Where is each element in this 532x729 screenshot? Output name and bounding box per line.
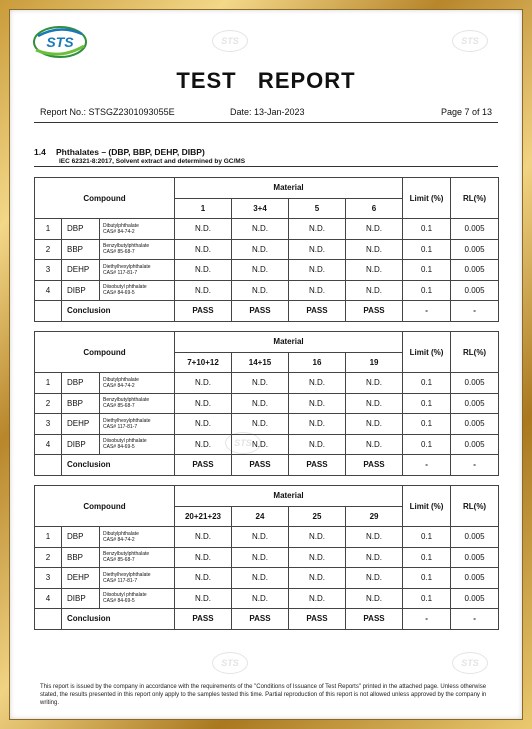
compound-code: DEHP xyxy=(62,414,100,435)
section-heading xyxy=(34,147,205,157)
table-row xyxy=(35,219,499,240)
limit-value: 0.1 xyxy=(403,280,451,301)
compound-name: Diisobutyl phthalate xyxy=(103,438,147,445)
conclusion-value: PASS xyxy=(289,455,346,476)
limit-value: 0.1 xyxy=(403,260,451,281)
material-id: 7+10+12 xyxy=(175,352,232,373)
limit-value: 0.1 xyxy=(403,547,451,568)
table-row xyxy=(35,414,499,435)
section-title: Phthalates – (DBP, BBP, DEHP, DIBP) xyxy=(56,147,205,157)
report-number: Report No.: STSGZ2301093055E xyxy=(40,107,175,117)
conclusion-value: PASS xyxy=(289,609,346,630)
rl-header: RL(%) xyxy=(451,486,499,527)
sts-logo xyxy=(30,24,90,60)
material-header: Material xyxy=(175,332,403,353)
table-row xyxy=(35,373,499,394)
result-value: N.D. xyxy=(175,280,232,301)
compound-code: DBP xyxy=(62,527,100,548)
table-row xyxy=(35,393,499,414)
result-value: N.D. xyxy=(175,373,232,394)
compound-name-cell xyxy=(100,239,175,260)
row-number: 3 xyxy=(35,260,62,281)
cas-number: CAS# 85-68-7 xyxy=(103,557,135,564)
result-value: N.D. xyxy=(232,527,289,548)
compound-name: Benzylbutylphthalate xyxy=(103,551,150,558)
section-number: 1.4 xyxy=(34,147,46,157)
compound-code: DIBP xyxy=(62,434,100,455)
compound-name-cell xyxy=(100,434,175,455)
material-header: Material xyxy=(175,178,403,199)
results-table xyxy=(34,177,499,322)
table-row xyxy=(35,588,499,609)
conclusion-row xyxy=(35,301,499,322)
compound-name-cell xyxy=(100,568,175,589)
result-value: N.D. xyxy=(175,547,232,568)
cas-number: CAS# 84-74-2 xyxy=(103,382,135,389)
result-value: N.D. xyxy=(232,239,289,260)
compound-code: DEHP xyxy=(62,260,100,281)
watermark-logo: STS xyxy=(212,652,248,674)
rl-value: 0.005 xyxy=(451,280,499,301)
conclusion-value: PASS xyxy=(289,301,346,322)
result-value: N.D. xyxy=(232,373,289,394)
rl-value: 0.005 xyxy=(451,219,499,240)
result-value: N.D. xyxy=(175,568,232,589)
result-value: N.D. xyxy=(346,547,403,568)
compound-code: BBP xyxy=(62,393,100,414)
result-value: N.D. xyxy=(232,588,289,609)
table-row xyxy=(35,280,499,301)
watermark-logo: STS xyxy=(452,30,488,52)
compound-name-cell xyxy=(100,547,175,568)
compound-name-cell xyxy=(100,260,175,281)
result-value: N.D. xyxy=(346,434,403,455)
result-value: N.D. xyxy=(346,393,403,414)
result-value: N.D. xyxy=(289,239,346,260)
limit-value: 0.1 xyxy=(403,373,451,394)
limit-value: 0.1 xyxy=(403,588,451,609)
result-value: N.D. xyxy=(175,219,232,240)
header-divider xyxy=(34,122,498,123)
compound-name-cell xyxy=(100,527,175,548)
result-value: N.D. xyxy=(289,219,346,240)
conclusion-value: PASS xyxy=(346,301,403,322)
cas-number: CAS# 117-81-7 xyxy=(103,423,138,430)
result-value: N.D. xyxy=(346,527,403,548)
limit-header: Limit (%) xyxy=(403,178,451,219)
result-value: N.D. xyxy=(175,239,232,260)
cas-number: CAS# 84-69-5 xyxy=(103,444,135,451)
section-method: IEC 62321-8:2017, Solvent extract and determined by GC/MS xyxy=(59,158,246,165)
row-number: 1 xyxy=(35,527,62,548)
rl-value: 0.005 xyxy=(451,568,499,589)
compound-name: Benzylbutylphthalate xyxy=(103,243,150,250)
compound-name-cell xyxy=(100,373,175,394)
material-id: 20+21+23 xyxy=(175,506,232,527)
conclusion-value: PASS xyxy=(232,455,289,476)
conclusion-label: Conclusion xyxy=(62,301,175,322)
watermark-logo: STS xyxy=(225,432,261,454)
result-value: N.D. xyxy=(346,239,403,260)
result-value: N.D. xyxy=(232,219,289,240)
result-value: N.D. xyxy=(289,568,346,589)
result-value: N.D. xyxy=(289,414,346,435)
compound-code: BBP xyxy=(62,547,100,568)
limit-value: 0.1 xyxy=(403,414,451,435)
result-value: N.D. xyxy=(175,260,232,281)
rl-header: RL(%) xyxy=(451,178,499,219)
result-value: N.D. xyxy=(346,373,403,394)
conclusion-limit: - xyxy=(403,301,451,322)
row-number: 2 xyxy=(35,547,62,568)
rl-value: 0.005 xyxy=(451,414,499,435)
table-row xyxy=(35,260,499,281)
conclusion-limit: - xyxy=(403,455,451,476)
conclusion-rl: - xyxy=(451,609,499,630)
cas-number: CAS# 84-74-2 xyxy=(103,228,135,235)
compound-name: Diethylhexylphthalate xyxy=(103,571,151,578)
compound-code: DBP xyxy=(62,373,100,394)
cas-number: CAS# 84-74-2 xyxy=(103,536,135,543)
conclusion-value: PASS xyxy=(346,455,403,476)
material-id: 19 xyxy=(346,352,403,373)
conclusion-limit: - xyxy=(403,609,451,630)
rl-value: 0.005 xyxy=(451,393,499,414)
row-number: 3 xyxy=(35,414,62,435)
limit-value: 0.1 xyxy=(403,434,451,455)
compound-code: DIBP xyxy=(62,588,100,609)
limit-value: 0.1 xyxy=(403,568,451,589)
result-value: N.D. xyxy=(346,588,403,609)
material-id: 24 xyxy=(232,506,289,527)
compound-code: DEHP xyxy=(62,568,100,589)
result-value: N.D. xyxy=(175,414,232,435)
table-row xyxy=(35,527,499,548)
results-table xyxy=(34,331,499,476)
result-value: N.D. xyxy=(175,434,232,455)
conclusion-label: Conclusion xyxy=(62,609,175,630)
limit-value: 0.1 xyxy=(403,239,451,260)
compound-name-cell xyxy=(100,588,175,609)
page-number: Page 7 of 13 xyxy=(440,107,492,117)
material-id: 25 xyxy=(289,506,346,527)
rl-value: 0.005 xyxy=(451,260,499,281)
table-row xyxy=(35,547,499,568)
limit-header: Limit (%) xyxy=(403,332,451,373)
material-id: 5 xyxy=(289,198,346,219)
svg-text:STS: STS xyxy=(46,34,74,50)
result-value: N.D. xyxy=(175,393,232,414)
compound-name: Benzylbutylphthalate xyxy=(103,397,150,404)
compound-name-cell xyxy=(100,393,175,414)
conclusion-rl: - xyxy=(451,455,499,476)
rl-value: 0.005 xyxy=(451,239,499,260)
result-value: N.D. xyxy=(232,434,289,455)
rl-header: RL(%) xyxy=(451,332,499,373)
section-divider xyxy=(34,166,498,167)
table-row xyxy=(35,434,499,455)
row-number: 1 xyxy=(35,373,62,394)
result-value: N.D. xyxy=(175,527,232,548)
result-value: N.D. xyxy=(289,373,346,394)
conclusion-row xyxy=(35,609,499,630)
conclusion-value: PASS xyxy=(232,301,289,322)
cas-number: CAS# 85-68-7 xyxy=(103,403,135,410)
compound-name-cell xyxy=(100,414,175,435)
conclusion-value: PASS xyxy=(346,609,403,630)
cas-number: CAS# 117-81-7 xyxy=(103,577,138,584)
result-value: N.D. xyxy=(289,434,346,455)
compound-name: Diisobutyl phthalate xyxy=(103,592,147,599)
limit-header: Limit (%) xyxy=(403,486,451,527)
material-header: Material xyxy=(175,486,403,507)
result-value: N.D. xyxy=(232,280,289,301)
conclusion-value: PASS xyxy=(175,301,232,322)
table-row xyxy=(35,568,499,589)
conclusion-row xyxy=(35,455,499,476)
result-value: N.D. xyxy=(289,588,346,609)
material-id: 3+4 xyxy=(232,198,289,219)
watermark-logo: STS xyxy=(212,30,248,52)
compound-header: Compound xyxy=(35,178,175,219)
compound-name: Diethylhexylphthalate xyxy=(103,263,151,270)
rl-value: 0.005 xyxy=(451,588,499,609)
result-value: N.D. xyxy=(289,393,346,414)
compound-code: DIBP xyxy=(62,280,100,301)
result-value: N.D. xyxy=(232,414,289,435)
rl-value: 0.005 xyxy=(451,547,499,568)
compound-name-cell xyxy=(100,219,175,240)
row-number: 3 xyxy=(35,568,62,589)
cas-number: CAS# 84-69-5 xyxy=(103,290,135,297)
result-value: N.D. xyxy=(232,547,289,568)
result-value: N.D. xyxy=(232,568,289,589)
row-number: 4 xyxy=(35,434,62,455)
compound-name: Diisobutyl phthalate xyxy=(103,284,147,291)
result-value: N.D. xyxy=(289,260,346,281)
results-table xyxy=(34,485,499,630)
row-number: 2 xyxy=(35,393,62,414)
result-value: N.D. xyxy=(289,280,346,301)
compound-code: BBP xyxy=(62,239,100,260)
table-row xyxy=(35,239,499,260)
material-id: 16 xyxy=(289,352,346,373)
compound-code: DBP xyxy=(62,219,100,240)
result-value: N.D. xyxy=(289,527,346,548)
compound-name-cell xyxy=(100,280,175,301)
report-date: Date: 13-Jan-2023 xyxy=(230,107,305,117)
watermark-logo: STS xyxy=(452,652,488,674)
conclusion-rl: - xyxy=(451,301,499,322)
limit-value: 0.1 xyxy=(403,393,451,414)
result-value: N.D. xyxy=(232,260,289,281)
page-title: TEST REPORT xyxy=(176,68,356,93)
rl-value: 0.005 xyxy=(451,527,499,548)
result-value: N.D. xyxy=(346,219,403,240)
rl-value: 0.005 xyxy=(451,434,499,455)
material-id: 1 xyxy=(175,198,232,219)
row-number: 4 xyxy=(35,588,62,609)
result-value: N.D. xyxy=(346,280,403,301)
result-value: N.D. xyxy=(232,393,289,414)
rl-value: 0.005 xyxy=(451,373,499,394)
cas-number: CAS# 85-68-7 xyxy=(103,249,135,256)
result-value: N.D. xyxy=(175,588,232,609)
result-value: N.D. xyxy=(346,260,403,281)
conclusion-value: PASS xyxy=(232,609,289,630)
cas-number: CAS# 117-81-7 xyxy=(103,269,138,276)
compound-name: Diethylhexylphthalate xyxy=(103,417,151,424)
result-value: N.D. xyxy=(289,547,346,568)
conclusion-value: PASS xyxy=(175,455,232,476)
limit-value: 0.1 xyxy=(403,219,451,240)
row-number: 1 xyxy=(35,219,62,240)
material-id: 14+15 xyxy=(232,352,289,373)
limit-value: 0.1 xyxy=(403,527,451,548)
row-number: 4 xyxy=(35,280,62,301)
material-id: 6 xyxy=(346,198,403,219)
compound-header: Compound xyxy=(35,486,175,527)
compound-header: Compound xyxy=(35,332,175,373)
compound-name: Dibutylphthalate xyxy=(103,222,139,229)
material-id: 29 xyxy=(346,506,403,527)
conclusion-value: PASS xyxy=(175,609,232,630)
compound-name: Dibutylphthalate xyxy=(103,376,139,383)
result-value: N.D. xyxy=(346,414,403,435)
row-number: 2 xyxy=(35,239,62,260)
cas-number: CAS# 84-69-5 xyxy=(103,598,135,605)
footer-disclaimer: This report is issued by the company in accordance with the requirements of the "Conditions of Issuance of Test Reports" printed in the attached page. Unless otherwise stated, the results presented in this report only apply to the samples tested this time. Partial reproduction of this report is not allowed unless approved by the company in writing. xyxy=(40,684,487,706)
result-value: N.D. xyxy=(346,568,403,589)
conclusion-label: Conclusion xyxy=(62,455,175,476)
compound-name: Dibutylphthalate xyxy=(103,530,139,537)
